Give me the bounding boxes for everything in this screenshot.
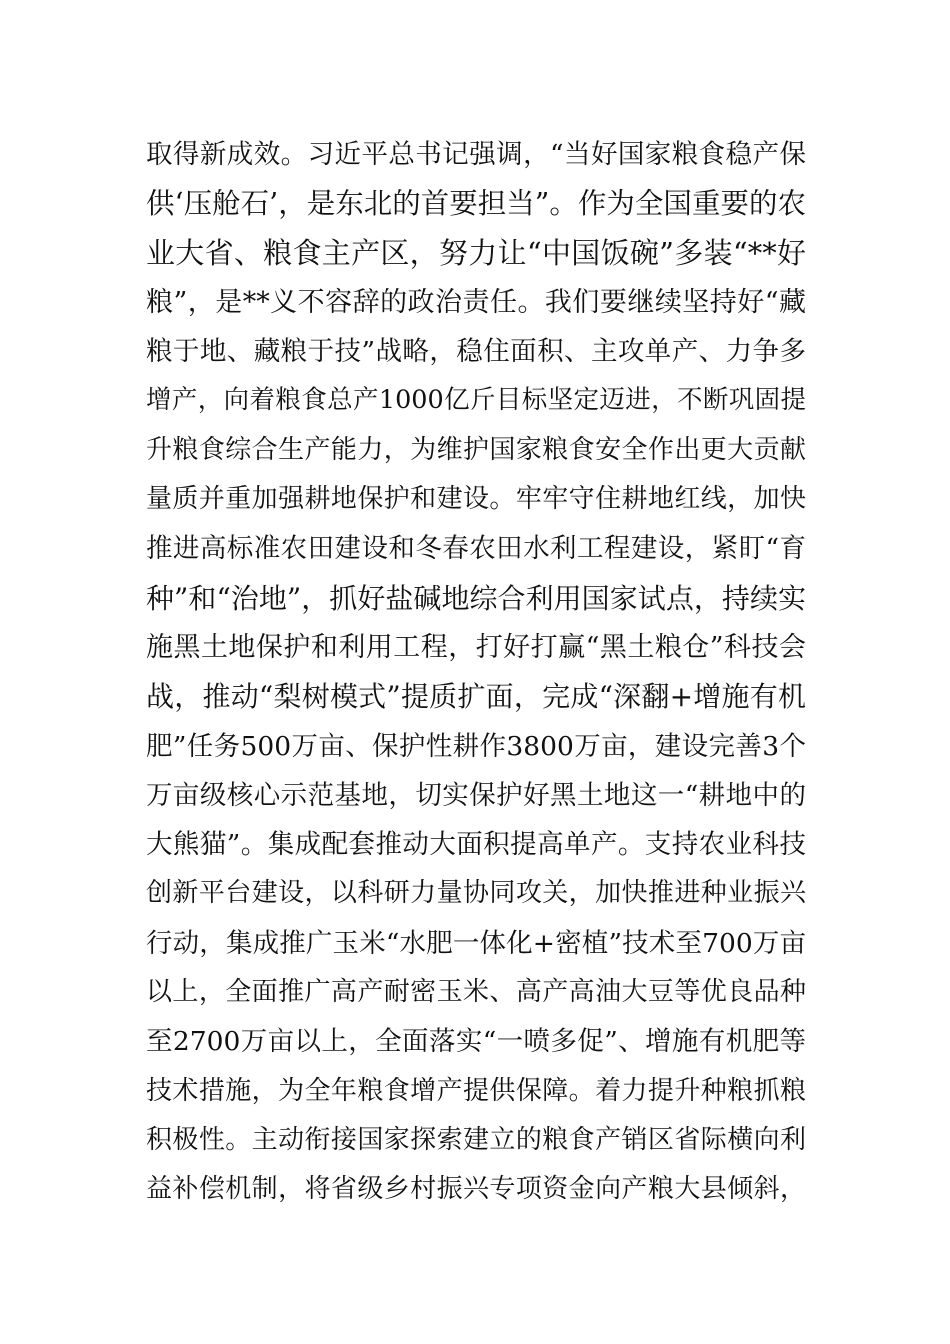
text-line-19: 至2700万亩以上，全面落实“一喷多促”、增施有机肥等 [146, 1026, 806, 1058]
text-line-7: 升粮食综合生产能力，为维护国家粮食安全作出更大贡献 [146, 434, 806, 465]
text-line-18: 以上，全面推广高产耐密玉米、高产高油大豆等优良品种 [146, 977, 806, 1008]
body-text [146, 130, 806, 1215]
text-line-15: 大熊猫”。集成配套推动大面积提高单产。支持农业科技 [146, 829, 806, 861]
text-line-17: 行动，集成推广玉米“水肥一体化+密植”技术至700万亩 [146, 927, 806, 959]
text-line-14: 万亩级核心示范基地，切实保护好黑土地这一“耕地中的 [146, 779, 806, 811]
text-line-1: 取得新成效。习近平总书记强调，“当好国家粮食稳产保 [146, 139, 806, 170]
text-line-21: 积极性。主动衔接国家探索建立的粮食产销区省际横向利 [146, 1124, 806, 1155]
text-line-13: 肥”任务500万亩、保护性耕作3800万亩，建设完善3个 [146, 730, 806, 762]
text-line-12: 战，推动“梨树模式”提质扩面，完成“深翻+增施有机 [146, 680, 806, 714]
text-line-20: 技术措施，为全年粮食增产提供保障。着力提升种粮抓粮 [146, 1075, 806, 1106]
text-line-6: 增产，向着粮食总产1000亿斤目标坚定迈进，不断巩固提 [146, 385, 806, 416]
text-line-22: 益补偿机制，将省级乡村振兴专项资金向产粮大县倾斜， [146, 1174, 806, 1205]
text-line-16: 创新平台建设，以科研力量协同攻关，加快推进种业振兴 [146, 878, 806, 909]
text-line-11: 施黑土地保护和利用工程，打好打赢“黑土粮仓”科技会 [146, 631, 806, 663]
text-line-9: 推进高标准农田建设和冬春农田水利工程建设，紧盯“育 [146, 533, 806, 565]
text-line-2: 供‘压舱石’，是东北的首要担当”。作为全国重要的农 [146, 187, 806, 221]
text-line-10: 种”和“治地”，抓好盐碱地综合利用国家试点，持续实 [146, 581, 806, 615]
text-line-4: 粮”，是**义不容辞的政治责任。我们要继续坚持好“藏 [146, 286, 806, 318]
text-line-3: 业大省、粮食主产区，努力让“中国饭碗”多装“**好 [146, 235, 806, 270]
text-line-8: 量质并重加强耕地保护和建设。牢牢守住耕地红线，加快 [146, 484, 806, 515]
text-line-5: 粮于地、藏粮于技”战略，稳住面积、主攻单产、力争多 [146, 336, 806, 368]
